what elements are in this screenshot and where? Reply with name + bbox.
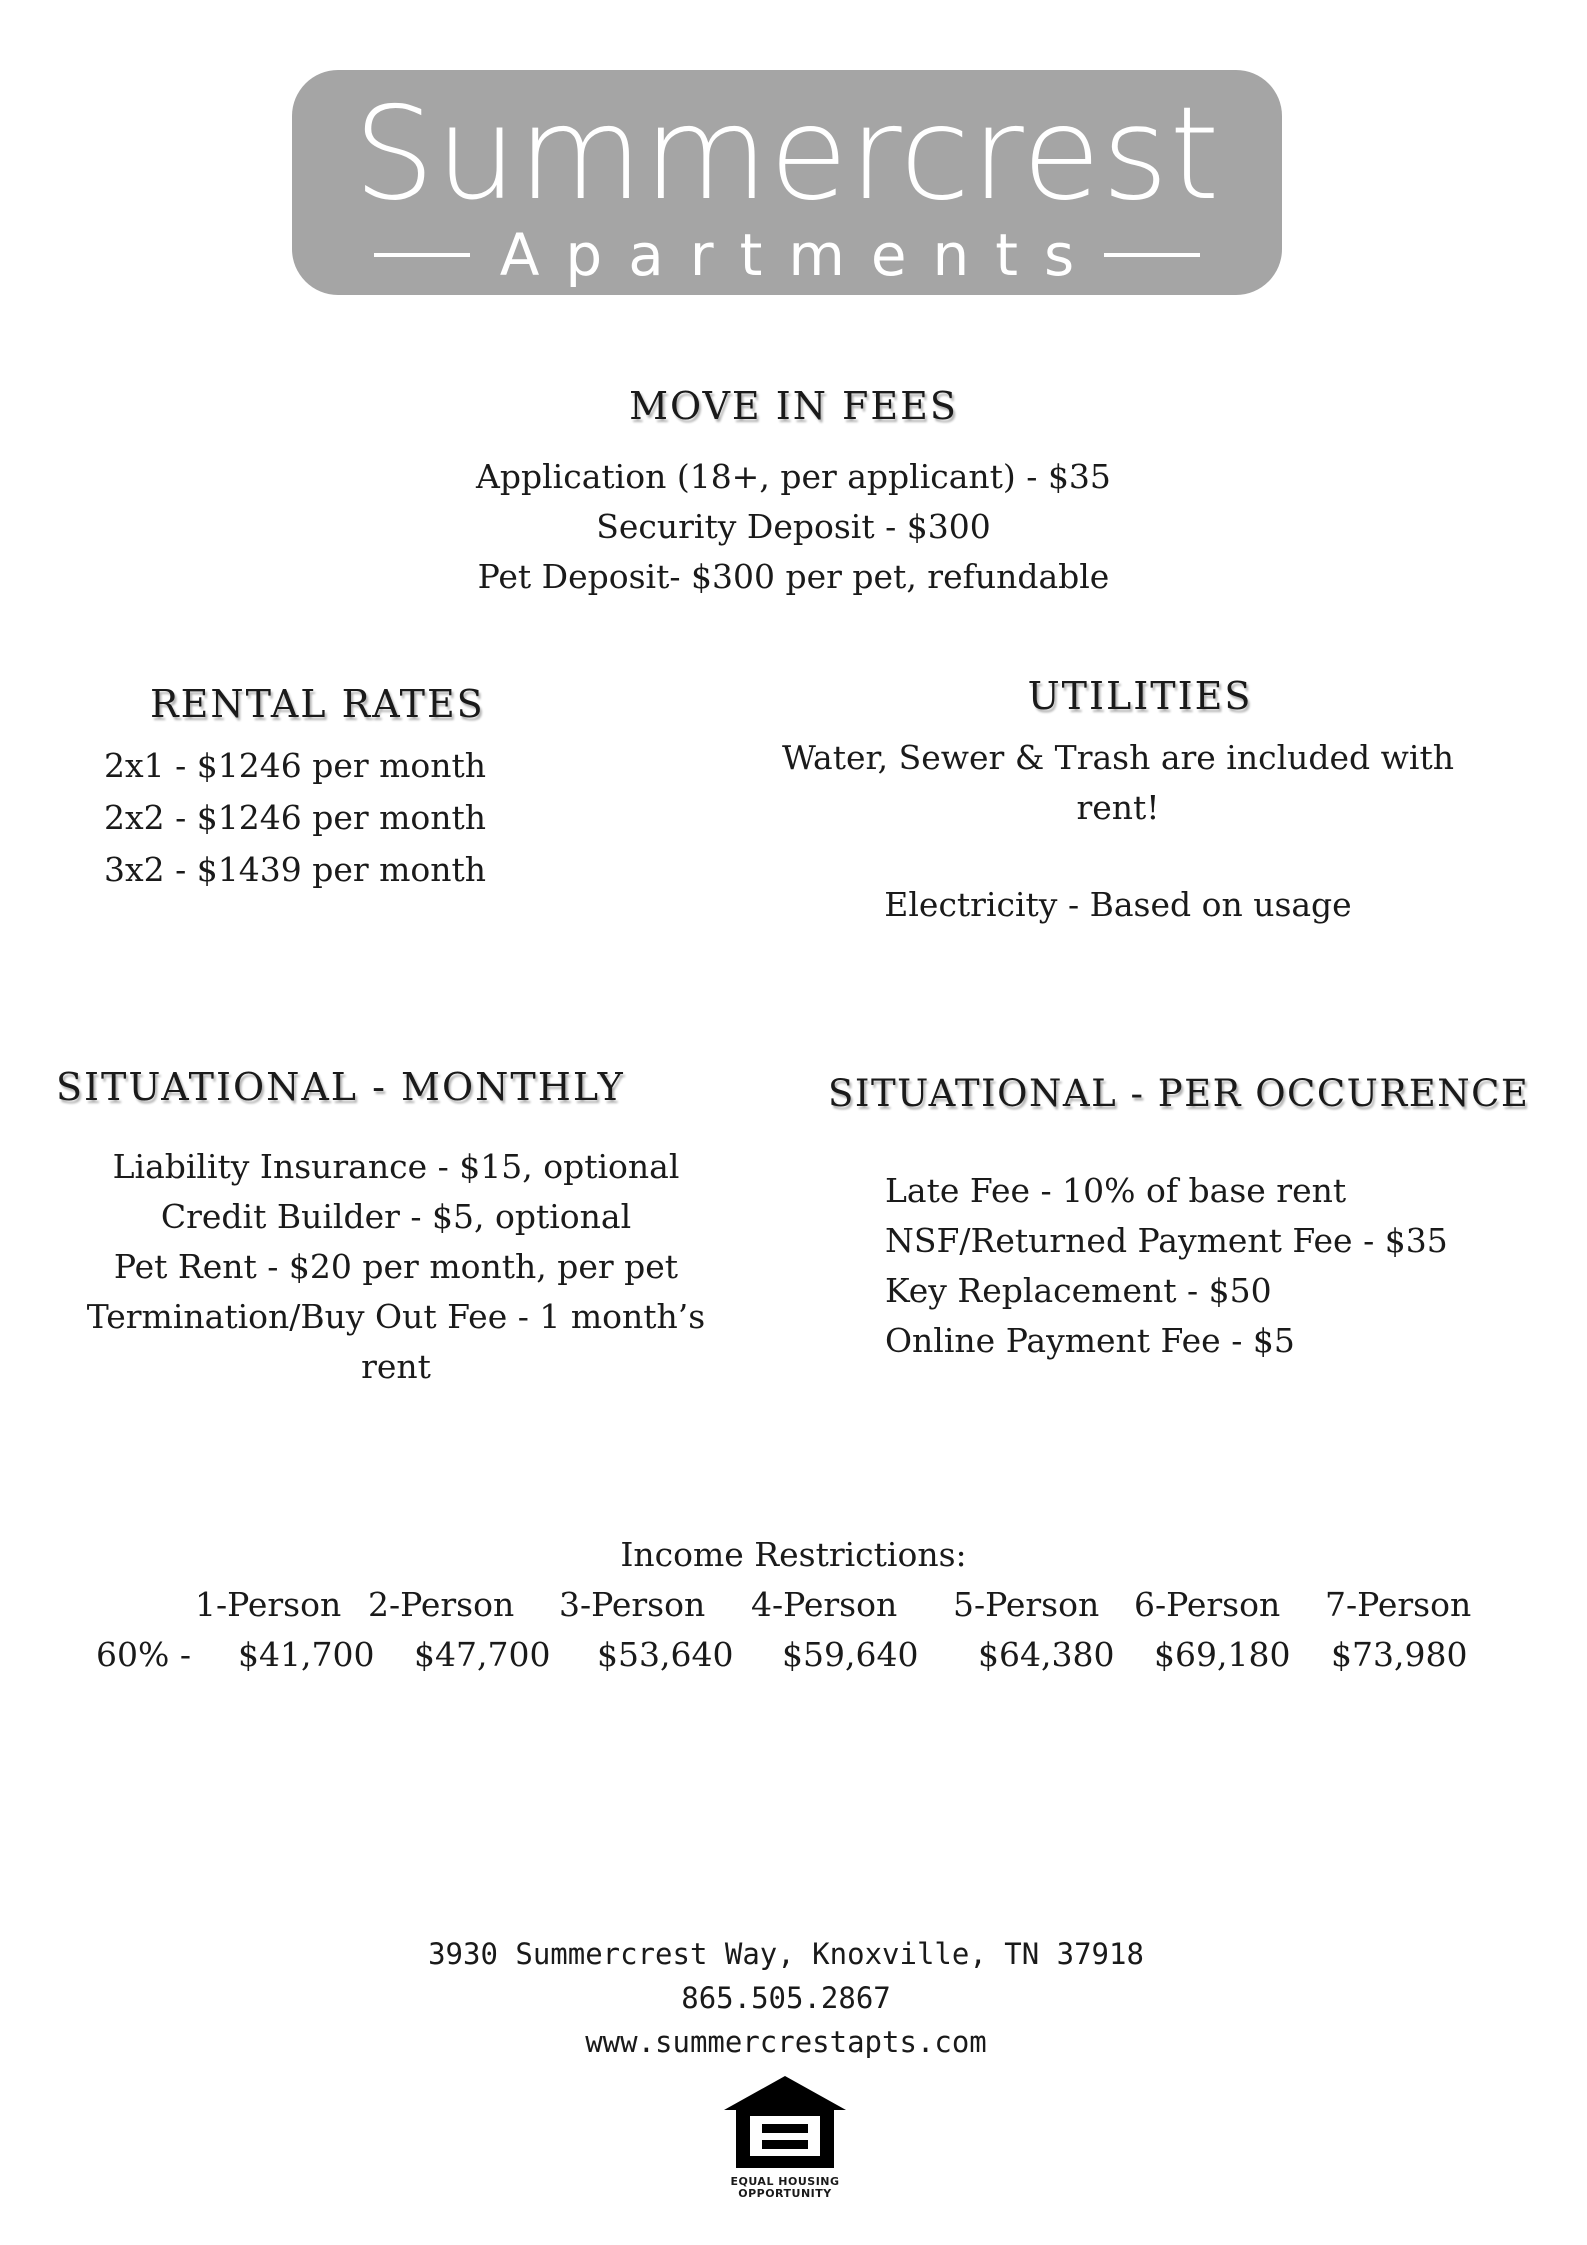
logo-name: Summercrest: [353, 80, 1221, 229]
income-header-6-person: 6-Person: [1134, 1585, 1281, 1624]
income-row-label: 60% -: [96, 1635, 191, 1674]
equal-housing-label-line1: EQUAL HOUSING: [730, 2175, 840, 2188]
rental-rate-3x2: 3x2 - $1439 per month: [104, 850, 487, 889]
logo-left-rule: [374, 253, 470, 257]
utilities-included-text: Water, Sewer & Trash are included with rent!: [782, 738, 1454, 827]
situational-per-occurrence-heading: SITUATIONAL - PER OCCURENCE: [828, 1072, 1530, 1115]
situational-per-occurrence-list: [885, 1166, 1448, 1366]
equal-housing-house-icon: [722, 2072, 848, 2172]
occurrence-late-fee: Late Fee - 10% of base rent: [885, 1171, 1347, 1210]
rental-rate-2x1: 2x1 - $1246 per month: [104, 746, 487, 785]
income-value-6-person: $69,180: [1154, 1635, 1291, 1674]
utilities-electricity-text: Electricity - Based on usage: [884, 885, 1352, 924]
utilities-heading: UTILITIES: [1027, 674, 1253, 718]
income-header-row: [0, 1580, 1587, 1630]
logo-banner: [292, 70, 1282, 295]
monthly-liability-insurance: Liability Insurance - $15, optional: [112, 1147, 680, 1186]
income-values-row: [0, 1630, 1587, 1680]
income-header-5-person: 5-Person: [953, 1585, 1100, 1624]
income-value-3-person: $53,640: [597, 1635, 734, 1674]
equal-housing-logo: [722, 2072, 848, 2204]
monthly-credit-builder: Credit Builder - $5, optional: [160, 1197, 632, 1236]
monthly-pet-rent: Pet Rent - $20 per month, per pet: [113, 1247, 679, 1286]
move-in-fees-heading: MOVE IN FEES: [629, 384, 958, 428]
logo-subtitle-row: [292, 220, 1282, 290]
income-restrictions-title: Income Restrictions:: [620, 1535, 967, 1574]
equal-housing-label-line2: OPPORTUNITY: [738, 2187, 832, 2200]
footer-address: 3930 Summercrest Way, Knoxville, TN 37918: [428, 1937, 1144, 1971]
income-value-1-person: $41,700: [238, 1635, 375, 1674]
income-header-4-person: 4-Person: [751, 1585, 898, 1624]
income-value-2-person: $47,700: [414, 1635, 551, 1674]
occurrence-key-replacement: Key Replacement - $50: [885, 1271, 1272, 1310]
income-value-5-person: $64,380: [978, 1635, 1115, 1674]
income-value-7-person: $73,980: [1331, 1635, 1468, 1674]
occurrence-nsf-fee: NSF/Returned Payment Fee - $35: [885, 1221, 1448, 1260]
monthly-termination-fee: Termination/Buy Out Fee - 1 month’s rent: [86, 1297, 706, 1386]
move-in-fee-security-deposit: Security Deposit - $300: [596, 507, 991, 546]
footer-phone: 865.505.2867: [681, 1981, 891, 2015]
move-in-fee-application: Application (18+, per applicant) - $35: [476, 457, 1111, 496]
situational-monthly-heading: SITUATIONAL - MONTHLY: [56, 1065, 625, 1109]
rental-rate-2x2: 2x2 - $1246 per month: [104, 798, 487, 837]
footer-contact: [0, 1932, 1572, 2064]
logo-subtitle: Apartments: [499, 221, 1101, 289]
income-header-7-person: 7-Person: [1325, 1585, 1472, 1624]
rental-rates-heading: RENTAL RATES: [150, 682, 485, 726]
logo-right-rule: [1104, 253, 1200, 257]
footer-website: www.summercrestapts.com: [585, 2025, 987, 2059]
income-header-3-person: 3-Person: [559, 1585, 706, 1624]
income-header-1-person: 1-Person: [195, 1585, 342, 1624]
situational-monthly-list: [56, 1142, 736, 1392]
occurrence-online-payment-fee: Online Payment Fee - $5: [885, 1321, 1295, 1360]
rental-rates-list: [104, 740, 486, 896]
income-header-2-person: 2-Person: [368, 1585, 515, 1624]
move-in-fee-pet-deposit: Pet Deposit- $300 per pet, refundable: [477, 557, 1110, 596]
move-in-fees-list: [0, 452, 1587, 602]
income-value-4-person: $59,640: [782, 1635, 919, 1674]
